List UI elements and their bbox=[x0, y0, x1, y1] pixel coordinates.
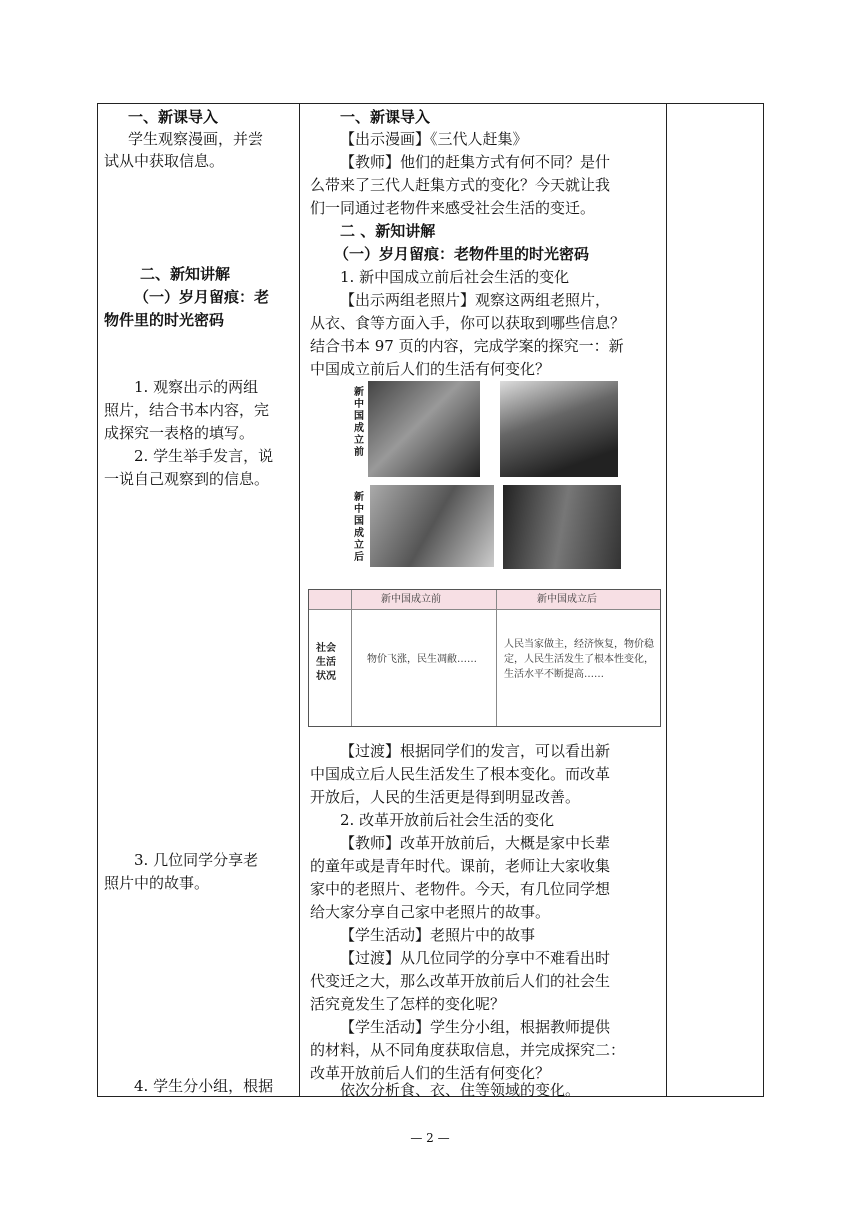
text-line: 1. 观察出示的两组 bbox=[134, 378, 259, 396]
photo-group-label-after: 新中国成立后 bbox=[354, 492, 364, 563]
text-line: 么带来了三代人赶集方式的变化？今天就让我 bbox=[310, 176, 611, 194]
text-line: 从衣、食等方面入手，你可以获取到哪些信息？ bbox=[310, 314, 626, 332]
subsection-heading: （一）岁月留痕：老物件里的时光密码 bbox=[334, 245, 590, 263]
text-line: 【教师】改革开放前后，大概是家中长辈 bbox=[340, 834, 611, 852]
text-line: 2. 学生举手发言，说 bbox=[134, 447, 274, 465]
table-cell-before: 物价飞涨，民生凋敝…… bbox=[367, 654, 477, 665]
text-line: 给大家分享自己家中老照片的故事。 bbox=[310, 903, 551, 921]
text-line: 【教师】他们的赶集方式有何不同？是什 bbox=[340, 153, 611, 171]
old-photo-before-2 bbox=[500, 381, 618, 477]
subsection-heading: （一）岁月留痕：老 bbox=[134, 288, 270, 306]
photo-group-label-before: 新中国成立前 bbox=[354, 387, 364, 458]
section-heading: 一、新课导入 bbox=[340, 108, 431, 126]
text-line: 中国成立后人民生活发生了根本变化。而改革 bbox=[310, 765, 611, 783]
text-line: 活究竟发生了怎样的变化呢？ bbox=[310, 995, 506, 1013]
text-line: 中国成立前后人们的生活有何变化？ bbox=[310, 360, 551, 378]
text-line: 依次分析食、衣、住等领域的变化。 bbox=[340, 1081, 581, 1099]
text-line: 的童年或是青年时代。课前，老师让大家收集 bbox=[310, 857, 611, 875]
column-divider bbox=[666, 104, 667, 1096]
text-line: 开放后，人民的生活更是得到明显改善。 bbox=[310, 788, 581, 806]
text-line: 【出示两组老照片】观察这两组老照片， bbox=[340, 291, 611, 309]
text-line: 成探究一表格的填写。 bbox=[104, 424, 255, 442]
text-line: 结合书本 97 页的内容，完成学案的探究一：新 bbox=[310, 337, 624, 355]
page-number: — 2 — bbox=[410, 1131, 450, 1145]
comparison-table bbox=[308, 589, 661, 727]
text-line: 们一同通过老物件来感受社会生活的变迁。 bbox=[310, 199, 596, 217]
old-photo-after-1 bbox=[370, 485, 494, 567]
table-header-after: 新中国成立后 bbox=[537, 594, 597, 605]
section-heading: 一、新课导入 bbox=[128, 108, 219, 126]
text-line: 改革开放前后人们的生活有何变化？ bbox=[310, 1064, 551, 1082]
text-line: 4. 学生分小组，根据 bbox=[134, 1077, 274, 1095]
lesson-plan-table bbox=[97, 103, 764, 1097]
column-divider bbox=[299, 104, 300, 1096]
text-line: 的材料，从不同角度获取信息，并完成探究二： bbox=[310, 1041, 626, 1059]
table-cell-after: 人民当家做主，经济恢复，物价稳定，人民生活发生了根本性变化，生活水平不断提高…… bbox=[504, 639, 654, 680]
text-line: 【学生活动】学生分小组，根据教师提供 bbox=[340, 1018, 611, 1036]
text-line: 【学生活动】老照片中的故事 bbox=[340, 926, 536, 944]
text-line: 【出示漫画】《三代人赶集》 bbox=[340, 130, 528, 148]
text-line: 【过渡】根据同学们的发言，可以看出新 bbox=[340, 742, 611, 760]
table-divider bbox=[496, 590, 497, 726]
section-heading: 二 、新知讲解 bbox=[340, 222, 436, 240]
text-line: 2. 改革开放前后社会生活的变化 bbox=[340, 811, 555, 829]
text-line: 1. 新中国成立前后社会生活的变化 bbox=[340, 268, 570, 286]
table-divider bbox=[351, 590, 352, 726]
text-line: 家中的老照片、老物件。今天，有几位同学想 bbox=[310, 880, 611, 898]
text-line: 代变迁之大，那么改革开放前后人们的社会生 bbox=[310, 972, 611, 990]
text-line: 【过渡】从几位同学的分享中不难看出时 bbox=[340, 949, 611, 967]
old-photo-before-1 bbox=[368, 381, 480, 477]
text-line: 试从中获取信息。 bbox=[104, 152, 225, 170]
text-line: 一说自己观察到的信息。 bbox=[104, 470, 270, 488]
text-line: 照片中的故事。 bbox=[104, 874, 210, 892]
text-line: 3. 几位同学分享老 bbox=[134, 851, 259, 869]
subsection-heading: 物件里的时光密码 bbox=[104, 311, 225, 329]
old-photo-after-2 bbox=[503, 485, 621, 569]
text-line: 照片，结合书本内容，完 bbox=[104, 401, 270, 419]
comparison-table-header bbox=[309, 590, 660, 610]
text-line: 学生观察漫画，并尝 bbox=[128, 130, 264, 148]
table-header-before: 新中国成立前 bbox=[381, 594, 441, 605]
section-heading: 二、新知讲解 bbox=[140, 265, 231, 283]
table-row-label: 社会生活状况 bbox=[316, 643, 336, 682]
